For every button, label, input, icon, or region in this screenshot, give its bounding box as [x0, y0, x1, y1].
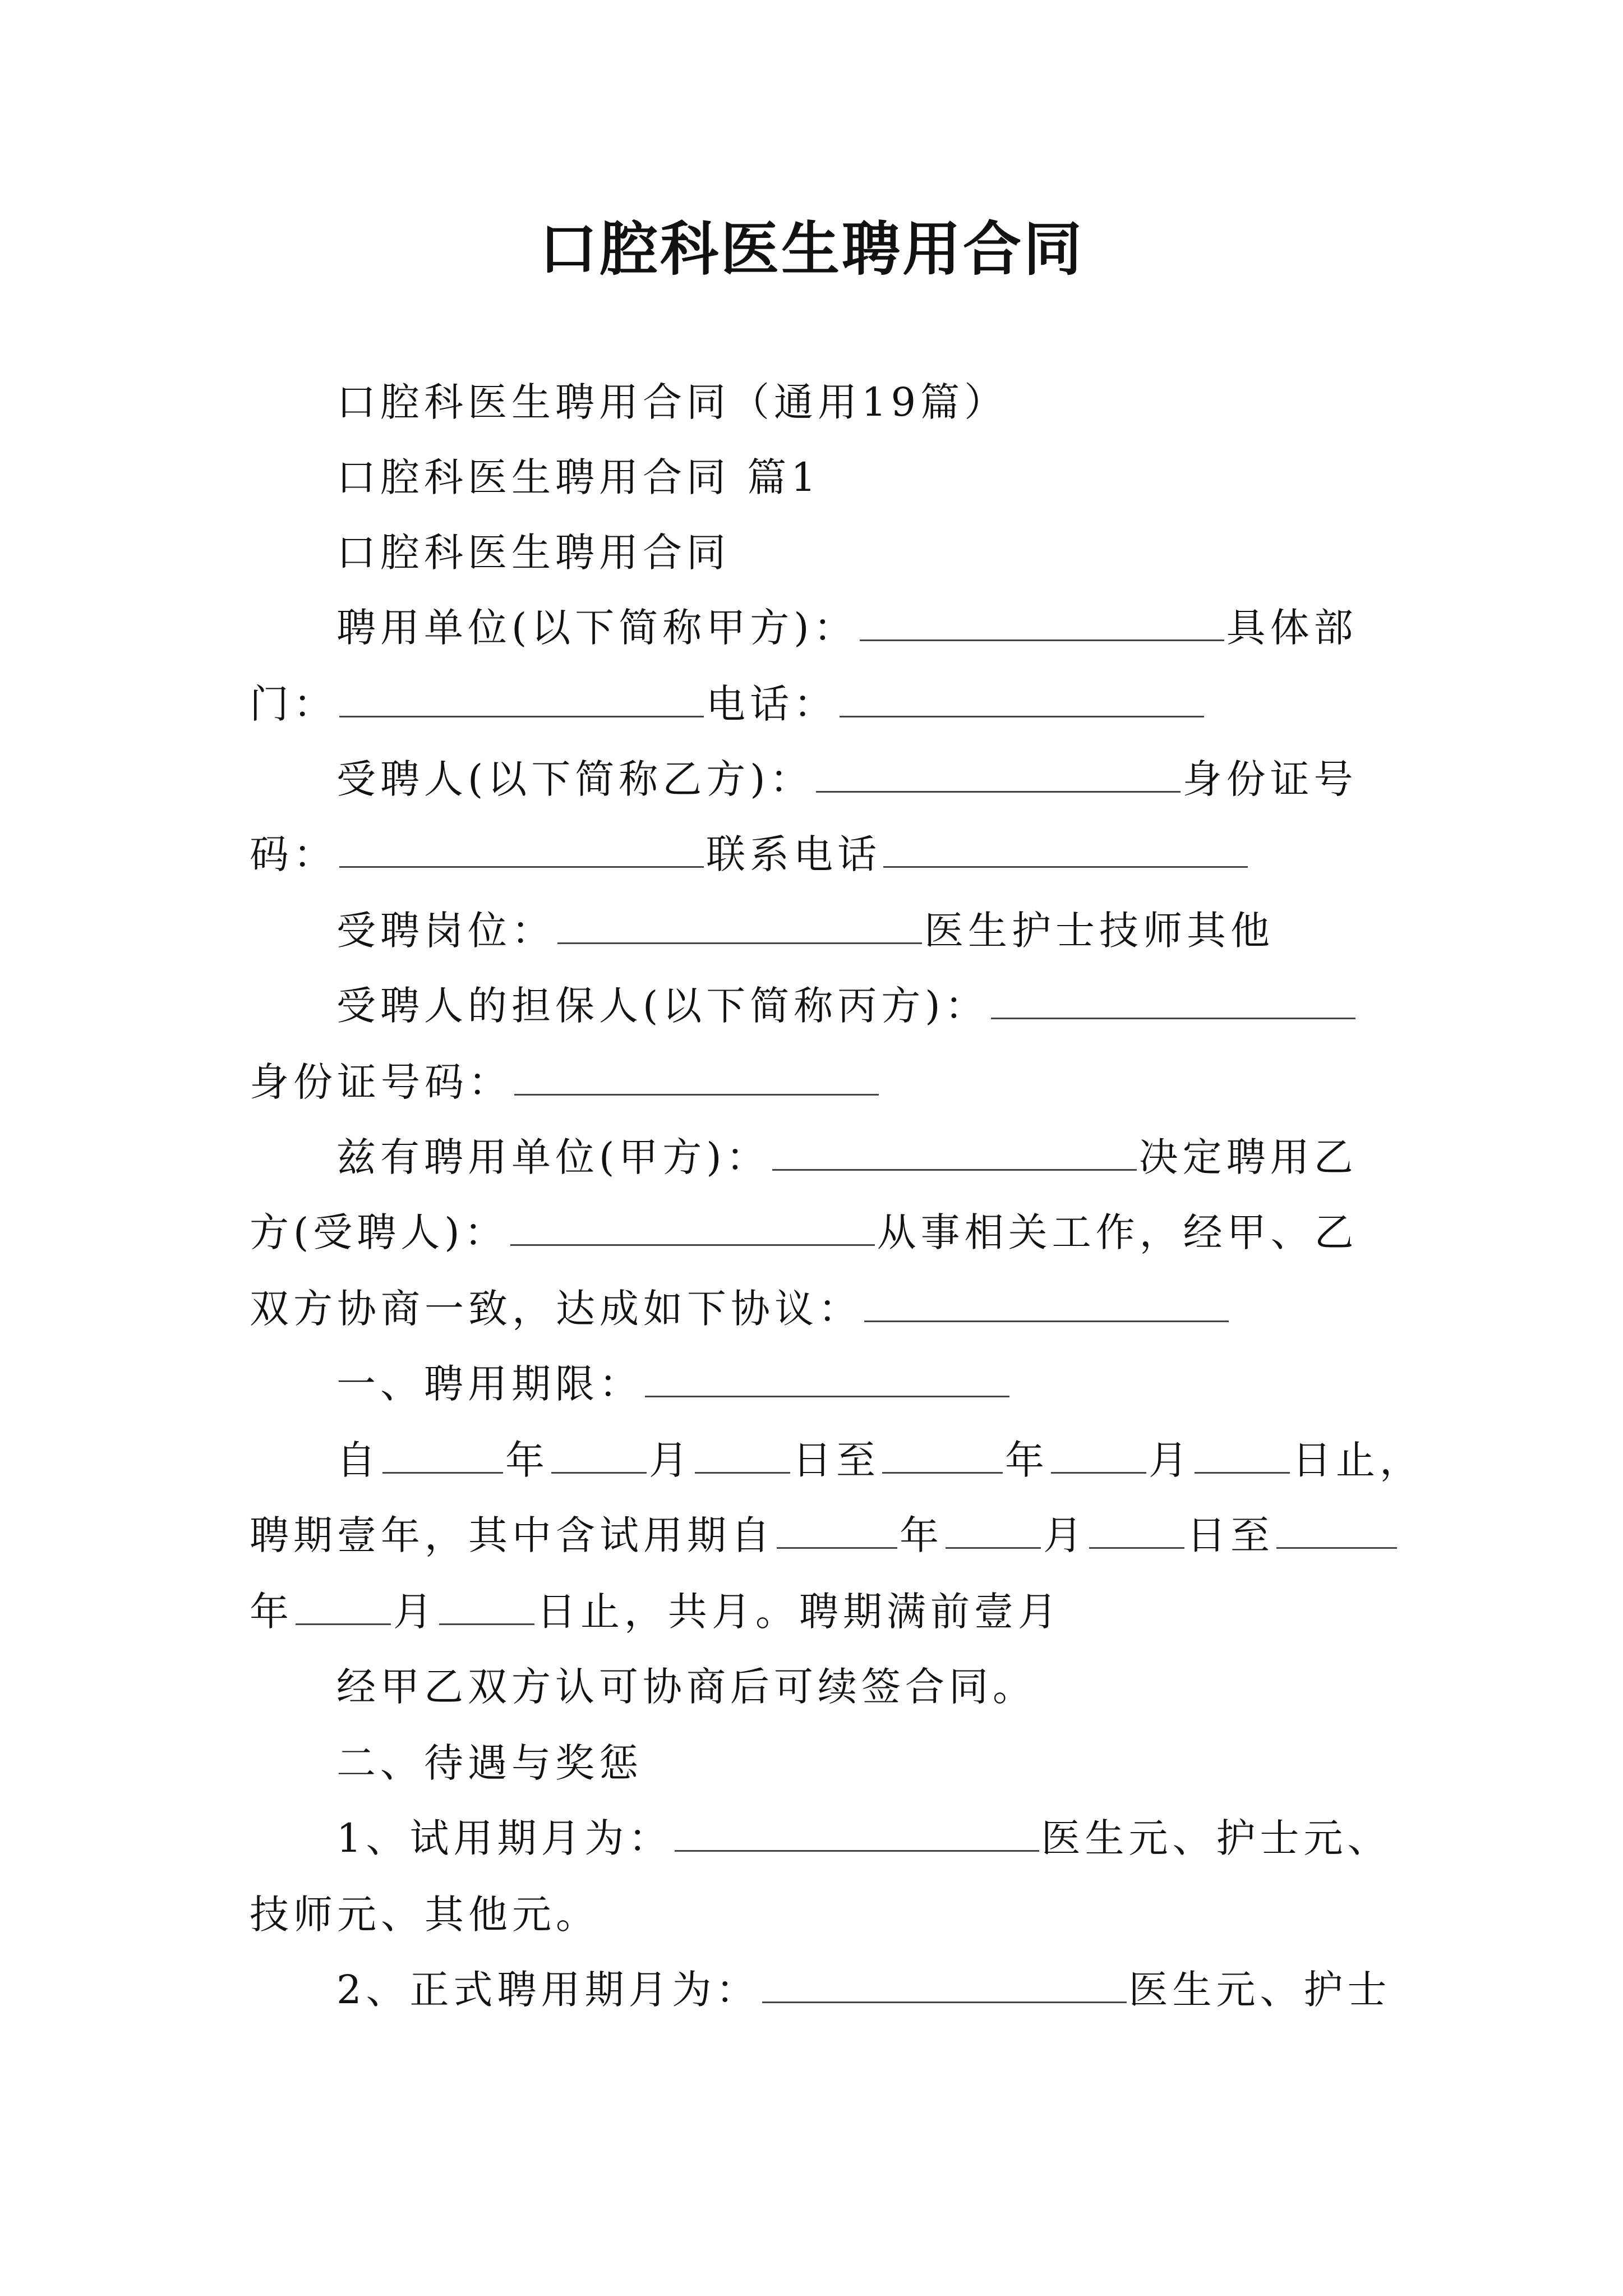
- position-options: 医生护士技师其他: [924, 908, 1274, 954]
- hereby-label: 兹有聘用单位(甲方)：: [336, 1134, 770, 1180]
- employee-line: [336, 754, 1358, 804]
- paragraph-section-heading: 口腔科医生聘用合同 篇1: [336, 454, 820, 500]
- formal-salary-label: 2、正式聘用期月为：: [336, 1967, 760, 2013]
- position-blank: [557, 908, 922, 944]
- probation-line: [250, 1510, 1399, 1561]
- paragraph-subtitle: 口腔科医生聘用合同（通用19篇）: [336, 379, 1008, 425]
- guarantor-line: [336, 981, 1358, 1031]
- year-blank: [882, 1437, 1003, 1474]
- phone-label: 电话：: [706, 681, 837, 727]
- position-label: 受聘岗位：: [336, 908, 555, 954]
- month-blank: [1051, 1437, 1146, 1474]
- paragraph-contract-name: 口腔科医生聘用合同: [336, 530, 730, 576]
- probation-end-line: [250, 1586, 1062, 1637]
- month-blank: [296, 1589, 391, 1625]
- employee-blank: [816, 756, 1181, 793]
- department-label: 具体部: [1226, 605, 1358, 651]
- department-blank: [339, 681, 704, 717]
- month-label: 月: [1149, 1437, 1192, 1483]
- month-label: 月: [393, 1589, 437, 1635]
- year-blank: [777, 1512, 897, 1549]
- contact-phone-blank: [883, 831, 1248, 868]
- agreement-line: [250, 1283, 1231, 1334]
- year-label: 年: [900, 1512, 943, 1558]
- month-label: 月: [649, 1437, 693, 1483]
- probation-salary-blank: [675, 1815, 1039, 1852]
- renewal-line: 经甲乙双方认可协商后可续签合同。: [336, 1664, 1036, 1710]
- treatment-heading: 二、待遇与奖惩: [336, 1740, 643, 1786]
- id-number-label: 身份证号: [1182, 756, 1358, 802]
- party-b-line: [250, 1207, 1358, 1258]
- id-number-label-cont: 码：: [250, 831, 337, 877]
- term-dates-line: [336, 1435, 1423, 1485]
- year-label: 年: [505, 1437, 549, 1483]
- employer-blank: [860, 605, 1224, 641]
- id-contact-line: [250, 829, 1250, 880]
- year-blank: [1276, 1512, 1397, 1549]
- probation-salary-line: [336, 1813, 1391, 1864]
- department-label-cont: 门：: [250, 681, 337, 727]
- probation-salary-cont: 技师元、其他元。: [250, 1892, 600, 1938]
- position-line: [336, 905, 1274, 956]
- agreement-label: 双方协商一致，达成如下协议：: [250, 1286, 862, 1332]
- probation-salary-label: 1、试用期月为：: [336, 1815, 672, 1861]
- to-label: 日至: [792, 1437, 880, 1483]
- to-label: 日至: [1187, 1512, 1274, 1558]
- probation-salary-roles: 医生元、护士元、: [1041, 1815, 1391, 1861]
- party-b-blank: [510, 1209, 875, 1246]
- contact-phone-label: 联系电话: [706, 831, 881, 877]
- year-label: 年: [250, 1589, 293, 1635]
- party-b-label: 方(受聘人)：: [250, 1209, 508, 1255]
- phone-blank: [840, 681, 1204, 717]
- formal-salary-roles: 医生元、护士: [1128, 1967, 1391, 2013]
- year-label: 年: [1005, 1437, 1049, 1483]
- from-label: 自: [336, 1437, 380, 1483]
- guarantor-id-blank: [514, 1059, 879, 1096]
- hereby-line: [336, 1132, 1358, 1182]
- day-blank: [695, 1437, 790, 1474]
- guarantor-label: 受聘人的担保人(以下简称丙方)：: [336, 983, 989, 1029]
- hereby-decide: 决定聘用乙: [1138, 1134, 1358, 1180]
- term-heading: 一、聘用期限：: [336, 1361, 643, 1407]
- guarantor-id-line: [250, 1057, 881, 1107]
- agreement-blank: [864, 1286, 1229, 1322]
- end-label: 日止，: [1292, 1437, 1423, 1483]
- employer-line: [336, 602, 1358, 653]
- department-phone-line: [250, 679, 1206, 729]
- day-blank: [439, 1589, 534, 1625]
- term-heading-line: [336, 1359, 1012, 1409]
- hereby-blank: [772, 1134, 1137, 1171]
- probation-end-text: 日止，共月。聘期满前壹月: [537, 1589, 1062, 1635]
- month-blank: [946, 1512, 1041, 1549]
- year-blank: [382, 1437, 503, 1474]
- guarantor-id-label: 身份证号码：: [250, 1059, 512, 1105]
- id-number-blank: [339, 831, 704, 868]
- party-b-work: 从事相关工作，经甲、乙: [877, 1209, 1358, 1255]
- month-blank: [551, 1437, 647, 1474]
- employer-label: 聘用单位(以下简称甲方)：: [336, 605, 857, 651]
- term-blank: [645, 1361, 1009, 1397]
- formal-salary-line: [336, 1964, 1391, 2015]
- day-blank: [1195, 1437, 1290, 1474]
- employee-label: 受聘人(以下简称乙方)：: [336, 756, 814, 802]
- month-label: 月: [1043, 1512, 1087, 1558]
- probation-label: 聘期壹年，其中含试用期自: [250, 1512, 774, 1558]
- day-blank: [1089, 1512, 1184, 1549]
- document-title: 口腔科医生聘用合同: [538, 215, 1084, 283]
- guarantor-blank: [991, 983, 1355, 1019]
- formal-salary-blank: [762, 1967, 1127, 2003]
